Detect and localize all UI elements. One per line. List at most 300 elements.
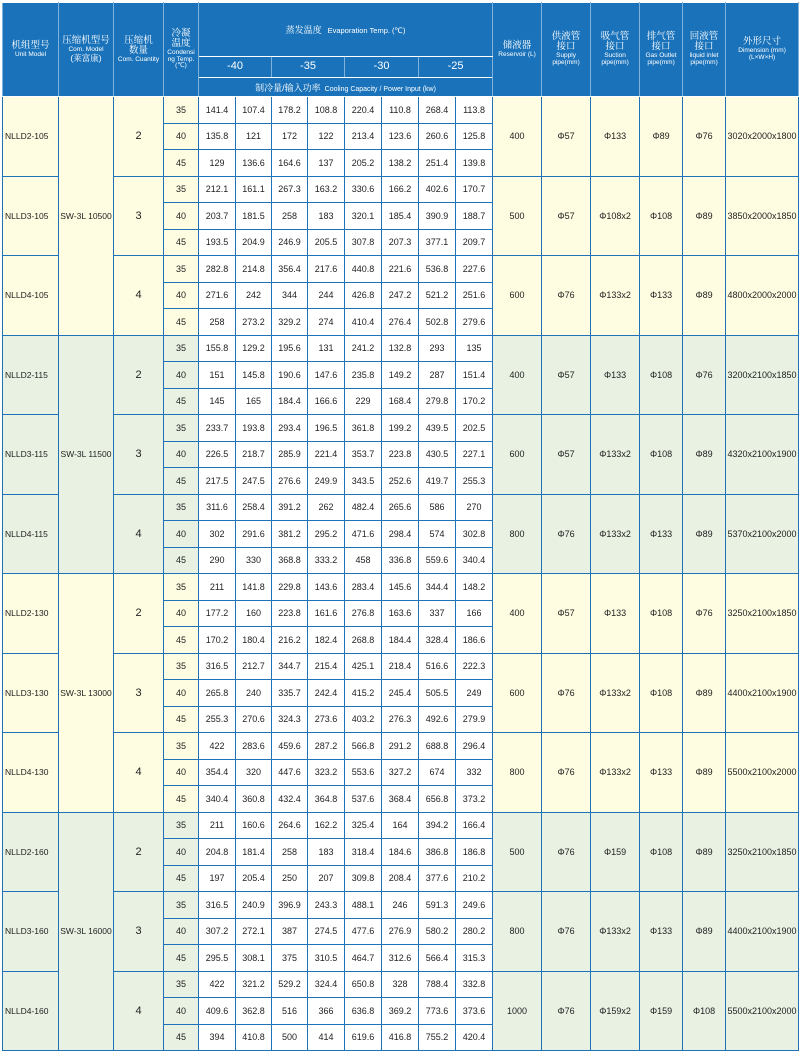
gas-outlet-pipe-cell: Φ159 [640,971,683,1051]
suction-pipe-cell: Φ133x2 [591,653,640,733]
capacity-cell: 439.5 [419,415,456,442]
capacity-cell: 199.2 [382,415,419,442]
capacity-cell: 591.3 [419,892,456,919]
capacity-cell: 402.6 [419,176,456,203]
capacity-cell: 279.6 [456,309,493,336]
supply-pipe-cell: Φ57 [542,415,591,495]
capacity-cell: 477.6 [345,918,382,945]
condensing-temp-cell: 40 [164,123,199,150]
gas-outlet-pipe-cell: Φ108 [640,415,683,495]
capacity-cell: 471.6 [345,521,382,548]
capacity-cell: 308.1 [236,945,272,972]
capacity-cell: 170.2 [199,627,236,654]
gas-outlet-pipe-cell: Φ108 [640,574,683,654]
capacity-cell: 177.2 [199,600,236,627]
condensing-temp-cell: 35 [164,494,199,521]
supply-pipe-cell: Φ76 [542,653,591,733]
capacity-cell: 229.8 [272,574,308,601]
suction-pipe-cell: Φ133x2 [591,415,640,495]
capacity-cell: 205.4 [236,865,272,892]
capacity-cell: 197 [199,865,236,892]
reservoir-cell: 600 [493,256,542,336]
capacity-cell: 488.1 [345,892,382,919]
capacity-cell: 298.4 [382,521,419,548]
capacity-cell: 121 [236,123,272,150]
dimension-cell: 3020x2000x1800 [726,97,799,177]
condensing-temp-cell: 40 [164,759,199,786]
capacity-cell: 316.5 [199,653,236,680]
condensing-temp-cell: 45 [164,388,199,415]
capacity-cell: 270.6 [236,706,272,733]
condensing-temp-cell: 40 [164,918,199,945]
quantity-cell: 4 [114,494,164,574]
capacity-cell: 344.4 [419,574,456,601]
header-label-brand: (莱富康) [70,53,102,64]
capacity-cell: 360.8 [236,786,272,813]
capacity-cell: 227.1 [456,441,493,468]
capacity-cell: 207 [308,865,345,892]
capacity-cell: 125.8 [456,123,493,150]
capacity-cell: 537.6 [345,786,382,813]
capacity-cell: 183 [308,203,345,230]
dimension-cell: 3250x2100x1850 [726,812,799,892]
capacity-cell: 186.6 [456,627,493,654]
header-evaporation-temp [199,3,493,57]
unit-model-cell: NLLD4-130 [3,733,59,813]
dimension-cell: 5370x2100x2000 [726,494,799,574]
capacity-cell: 188.7 [456,203,493,230]
header-label-cn: 冷凝 温度 [171,27,191,49]
liquid-inlet-pipe-cell: Φ89 [683,256,726,336]
header-label-en: Suction pipe(mm) [601,52,629,66]
header-temp-minus35: -35 [272,57,345,78]
capacity-cell: 394 [199,1024,236,1051]
capacity-cell: 131 [308,335,345,362]
capacity-cell: 163.6 [382,600,419,627]
condensing-temp-cell: 35 [164,892,199,919]
quantity-cell: 2 [114,812,164,892]
capacity-cell: 354.4 [199,759,236,786]
dimension-cell: 5500x2100x2000 [726,971,799,1051]
capacity-cell: 276.6 [272,468,308,495]
suction-pipe-cell: Φ133x2 [591,892,640,972]
reservoir-cell: 400 [493,574,542,654]
condensing-temp-cell: 45 [164,468,199,495]
capacity-cell: 394.2 [419,812,456,839]
condensing-temp-cell: 40 [164,362,199,389]
capacity-cell: 324.3 [272,706,308,733]
capacity-cell: 148.2 [456,574,493,601]
spec-table [2,2,799,1051]
capacity-cell: 223.8 [382,441,419,468]
capacity-cell: 137 [308,150,345,177]
unit-model-cell: NLLD3-115 [3,415,59,495]
dimension-cell: 3250x2100x1850 [726,574,799,654]
capacity-cell: 208.4 [382,865,419,892]
liquid-inlet-pipe-cell: Φ89 [683,733,726,813]
capacity-cell: 302 [199,521,236,548]
capacity-cell: 161.6 [308,600,345,627]
capacity-cell: 296.4 [456,733,493,760]
supply-pipe-cell: Φ76 [542,733,591,813]
liquid-inlet-pipe-cell: Φ76 [683,97,726,177]
quantity-cell: 3 [114,176,164,256]
capacity-cell: 340.4 [456,547,493,574]
capacity-cell: 356.4 [272,256,308,283]
quantity-cell: 3 [114,892,164,972]
capacity-cell: 151 [199,362,236,389]
quantity-cell: 3 [114,653,164,733]
capacity-cell: 170.7 [456,176,493,203]
capacity-cell: 307.2 [199,918,236,945]
capacity-cell: 287.2 [308,733,345,760]
capacity-cell: 241.2 [345,335,382,362]
capacity-cell: 324.4 [308,971,345,998]
capacity-cell: 213.4 [345,123,382,150]
capacity-cell: 636.8 [345,998,382,1025]
liquid-inlet-pipe-cell: Φ89 [683,812,726,892]
capacity-cell: 492.6 [419,706,456,733]
header-label-en: Evaporation Temp. (℃) [327,26,406,36]
capacity-cell: 295.5 [199,945,236,972]
unit-model-cell: NLLD2-105 [3,97,59,177]
capacity-cell: 430.5 [419,441,456,468]
capacity-cell: 391.2 [272,494,308,521]
dimension-cell: 3850x2000x1850 [726,176,799,256]
liquid-inlet-pipe-cell: Φ89 [683,176,726,256]
capacity-cell: 212.7 [236,653,272,680]
header-label-en: liquid inlet pipe(mm) [689,52,719,66]
capacity-cell: 249 [456,680,493,707]
capacity-cell: 209.7 [456,229,493,256]
condensing-temp-cell: 45 [164,150,199,177]
capacity-cell: 185.4 [382,203,419,230]
capacity-cell: 235.8 [345,362,382,389]
capacity-cell: 282.8 [199,256,236,283]
capacity-cell: 422 [199,733,236,760]
capacity-cell: 553.6 [345,759,382,786]
capacity-cell: 276.4 [382,309,419,336]
capacity-cell: 315.3 [456,945,493,972]
capacity-cell: 529.2 [272,971,308,998]
condensing-temp-cell: 40 [164,998,199,1025]
capacity-cell: 330 [236,547,272,574]
capacity-cell: 164.6 [272,150,308,177]
capacity-cell: 410.8 [236,1024,272,1051]
capacity-cell: 246 [382,892,419,919]
capacity-cell: 138.2 [382,150,419,177]
capacity-cell: 211 [199,812,236,839]
header-reservoir [493,3,542,97]
capacity-cell: 132.8 [382,335,419,362]
capacity-cell: 364.8 [308,786,345,813]
capacity-cell: 141.8 [236,574,272,601]
condensing-temp-cell: 35 [164,653,199,680]
capacity-cell: 353.7 [345,441,382,468]
capacity-cell: 287 [419,362,456,389]
capacity-cell: 255.3 [199,706,236,733]
header-label-cn: 蒸发温度 [285,25,322,36]
liquid-inlet-pipe-cell: Φ89 [683,653,726,733]
capacity-cell: 184.4 [382,627,419,654]
header-label-en: Gas Outlet pipe(mm) [645,52,677,66]
capacity-cell: 211 [199,574,236,601]
capacity-cell: 221.6 [382,256,419,283]
capacity-cell: 217.5 [199,468,236,495]
table-row [3,494,799,521]
capacity-cell: 273.6 [308,706,345,733]
capacity-cell: 344.7 [272,653,308,680]
capacity-cell: 193.8 [236,415,272,442]
capacity-cell: 328 [382,971,419,998]
capacity-cell: 141.4 [199,97,236,124]
capacity-cell: 220.4 [345,97,382,124]
table-row [3,574,799,601]
capacity-cell: 129.2 [236,335,272,362]
capacity-cell: 264.6 [272,812,308,839]
capacity-cell: 172 [272,123,308,150]
header-label-cn: 吸气管 接口 [600,31,630,53]
gas-outlet-pipe-cell: Φ133 [640,494,683,574]
reservoir-cell: 800 [493,733,542,813]
capacity-cell: 502.8 [419,309,456,336]
capacity-cell: 580.2 [419,918,456,945]
capacity-cell: 440.8 [345,256,382,283]
capacity-cell: 362.8 [236,998,272,1025]
capacity-cell: 180.4 [236,627,272,654]
capacity-cell: 252.6 [382,468,419,495]
capacity-cell: 387 [272,918,308,945]
capacity-cell: 267.3 [272,176,308,203]
capacity-cell: 272.1 [236,918,272,945]
suction-pipe-cell: Φ133 [591,574,640,654]
header-label-en: Com. Cuantity [117,55,160,63]
capacity-cell: 619.6 [345,1024,382,1051]
capacity-cell: 377.6 [419,865,456,892]
unit-model-cell: NLLD2-160 [3,812,59,892]
capacity-cell: 279.8 [419,388,456,415]
capacity-cell: 291.2 [382,733,419,760]
capacity-cell: 416.8 [382,1024,419,1051]
condensing-temp-cell: 35 [164,176,199,203]
capacity-cell: 162.2 [308,812,345,839]
capacity-cell: 244 [308,282,345,309]
capacity-cell: 332 [456,759,493,786]
capacity-cell: 482.4 [345,494,382,521]
unit-model-cell: NLLD4-115 [3,494,59,574]
header-condensing-temp [164,3,199,97]
capacity-cell: 361.8 [345,415,382,442]
capacity-cell: 318.4 [345,839,382,866]
capacity-cell: 203.7 [199,203,236,230]
capacity-cell: 242 [236,282,272,309]
condensing-temp-cell: 40 [164,680,199,707]
capacity-cell: 258.4 [236,494,272,521]
header-unit-model [3,3,59,97]
capacity-cell: 536.8 [419,256,456,283]
capacity-cell: 329.2 [272,309,308,336]
header-supply-pipe [542,3,591,97]
capacity-cell: 212.1 [199,176,236,203]
capacity-cell: 574 [419,521,456,548]
capacity-cell: 183 [308,839,345,866]
header-label-en: Reservoir (L) [498,50,536,58]
supply-pipe-cell: Φ76 [542,892,591,972]
capacity-cell: 788.4 [419,971,456,998]
com-model-cell: SW-3L 10500 [59,97,114,336]
capacity-cell: 218.4 [382,653,419,680]
capacity-cell: 233.7 [199,415,236,442]
table-row [3,971,799,998]
capacity-cell: 328.4 [419,627,456,654]
capacity-cell: 184.6 [382,839,419,866]
condensing-temp-cell: 35 [164,335,199,362]
unit-model-cell: NLLD3-160 [3,892,59,972]
gas-outlet-pipe-cell: Φ133 [640,733,683,813]
capacity-cell: 247.5 [236,468,272,495]
capacity-cell: 566.8 [345,733,382,760]
unit-model-cell: NLLD3-105 [3,176,59,256]
gas-outlet-pipe-cell: Φ89 [640,97,683,177]
capacity-cell: 129 [199,150,236,177]
quantity-cell: 2 [114,97,164,177]
capacity-cell: 145 [199,388,236,415]
unit-model-cell: NLLD3-130 [3,653,59,733]
supply-pipe-cell: Φ57 [542,574,591,654]
capacity-cell: 258 [199,309,236,336]
capacity-cell: 181.5 [236,203,272,230]
header-label-cn: 供液管 接口 [551,31,581,53]
capacity-cell: 333.2 [308,547,345,574]
capacity-cell: 193.5 [199,229,236,256]
capacity-cell: 217.6 [308,256,345,283]
capacity-cell: 309.8 [345,865,382,892]
supply-pipe-cell: Φ76 [542,256,591,336]
capacity-cell: 243.3 [308,892,345,919]
gas-outlet-pipe-cell: Φ108 [640,335,683,415]
capacity-cell: 516 [272,998,308,1025]
capacity-cell: 464.7 [345,945,382,972]
capacity-cell: 181.4 [236,839,272,866]
capacity-cell: 145.6 [382,574,419,601]
header-label-en: Condensi ng Temp. (℃) [167,48,195,70]
condensing-temp-cell: 40 [164,282,199,309]
quantity-cell: 2 [114,335,164,415]
supply-pipe-cell: Φ57 [542,176,591,256]
capacity-cell: 410.4 [345,309,382,336]
capacity-cell: 323.2 [308,759,345,786]
capacity-cell: 258 [272,839,308,866]
capacity-cell: 432.4 [272,786,308,813]
quantity-cell: 4 [114,733,164,813]
capacity-cell: 168.4 [382,388,419,415]
supply-pipe-cell: Φ57 [542,97,591,177]
capacity-cell: 240 [236,680,272,707]
capacity-cell: 242.4 [308,680,345,707]
capacity-cell: 340.4 [199,786,236,813]
header-label-en: Cooling Capacity / Power Input (kw) [324,85,436,93]
suction-pipe-cell: Φ133x2 [591,733,640,813]
table-row [3,653,799,680]
header-label-en: Supply pipe(mm) [552,52,580,66]
suction-pipe-cell: Φ159x2 [591,971,640,1051]
header-temp-minus30: -30 [345,57,419,78]
capacity-cell: 265.8 [199,680,236,707]
capacity-cell: 307.8 [345,229,382,256]
reservoir-cell: 500 [493,812,542,892]
capacity-cell: 420.4 [456,1024,493,1051]
header-gas-outlet-pipe [640,3,683,97]
capacity-cell: 273.2 [236,309,272,336]
capacity-cell: 458 [345,547,382,574]
capacity-cell: 202.5 [456,415,493,442]
table-row [3,176,799,203]
capacity-cell: 773.6 [419,998,456,1025]
capacity-cell: 366 [308,998,345,1025]
capacity-cell: 139.8 [456,150,493,177]
header-temp-minus25: -25 [419,57,493,78]
table-row [3,892,799,919]
condensing-temp-cell: 45 [164,945,199,972]
capacity-cell: 368.4 [382,786,419,813]
capacity-cell: 245.4 [382,680,419,707]
capacity-cell: 283.4 [345,574,382,601]
capacity-cell: 674 [419,759,456,786]
capacity-cell: 311.6 [199,494,236,521]
capacity-cell: 381.2 [272,521,308,548]
condensing-temp-cell: 35 [164,812,199,839]
liquid-inlet-pipe-cell: Φ108 [683,971,726,1051]
capacity-cell: 164 [382,812,419,839]
header-dimension [726,3,799,97]
capacity-cell: 226.5 [199,441,236,468]
capacity-cell: 166.2 [382,176,419,203]
gas-outlet-pipe-cell: Φ108 [640,653,683,733]
header-com-quantity [114,3,164,97]
capacity-cell: 215.4 [308,653,345,680]
condensing-temp-cell: 40 [164,521,199,548]
condensing-temp-cell: 35 [164,574,199,601]
table-row [3,335,799,362]
liquid-inlet-pipe-cell: Φ89 [683,494,726,574]
capacity-cell: 249.6 [456,892,493,919]
condensing-temp-cell: 45 [164,865,199,892]
capacity-cell: 316.5 [199,892,236,919]
header-label-cn: 压缩机型号 [62,34,110,46]
quantity-cell: 4 [114,971,164,1051]
capacity-cell: 310.5 [308,945,345,972]
dimension-cell: 4400x2100x1900 [726,653,799,733]
capacity-cell: 280.2 [456,918,493,945]
capacity-cell: 274.5 [308,918,345,945]
header-label-cn: 外形尺寸 [743,36,782,48]
reservoir-cell: 600 [493,415,542,495]
capacity-cell: 166 [456,600,493,627]
capacity-cell: 336.8 [382,547,419,574]
gas-outlet-pipe-cell: Φ108 [640,176,683,256]
capacity-cell: 516.6 [419,653,456,680]
capacity-cell: 290 [199,547,236,574]
reservoir-cell: 400 [493,335,542,415]
capacity-cell: 403.2 [345,706,382,733]
capacity-cell: 210.2 [456,865,493,892]
table-row [3,733,799,760]
header-com-model [59,3,114,97]
capacity-cell: 344 [272,282,308,309]
gas-outlet-pipe-cell: Φ108 [640,812,683,892]
capacity-cell: 688.8 [419,733,456,760]
dimension-cell: 5500x2100x2000 [726,733,799,813]
